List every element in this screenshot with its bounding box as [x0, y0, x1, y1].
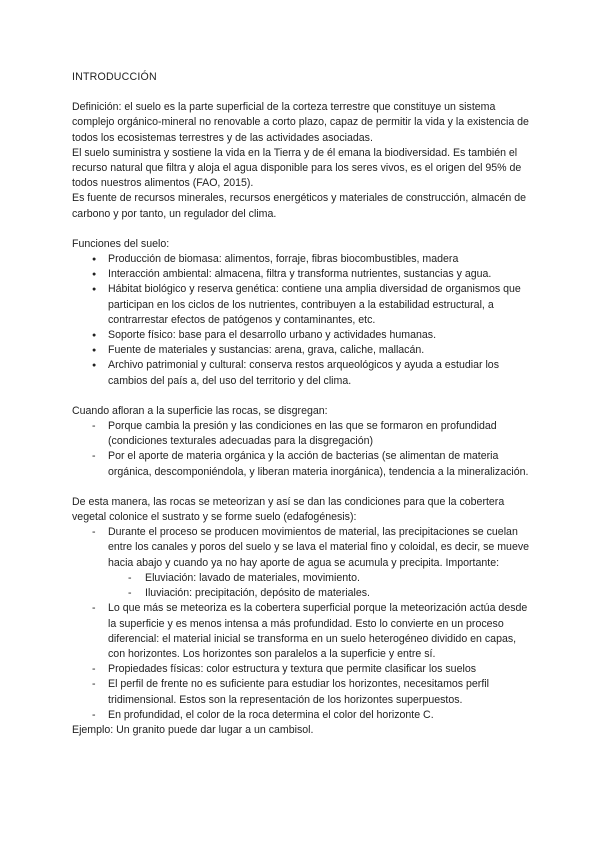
list-item: ● Soporte físico: base para el desarrollo urbano y actividades humanas. [72, 328, 532, 343]
list-item: - En profundidad, el color de la roca determina el color del horizonte C. [72, 708, 532, 723]
list-item: - Durante el proceso se producen movimientos de material, las precipitaciones se cuelan entre los canales y poros del suelo y se lava el material fino y coloidal, es decir, se mueve hacia abajo y cuando ya no hay aporte de agua se acumula y precipita. Importante: [72, 525, 532, 571]
weathering-heading: De esta manera, las rocas se meteorizan y así se dan las condiciones para que la cobertera vegetal colonice el sustrato y se forme suelo (edafogénesis): [72, 495, 505, 524]
functions-list [72, 252, 532, 389]
list-item: ● Hábitat biológico y reserva genética: contiene una amplia diversidad de organismos que participan en los ciclos de los nutrientes, contribuyen a la estabilidad estructural, a contrarrestar efectos de patógenos y contaminantes, etc. [72, 282, 532, 328]
definition-paragraph: Definición: el suelo es la parte superficial de la corteza terrestre que constituye un sistema complejo orgánico-mineral no renovable a corto plazo, capaz de permitir la vida y la existencia de todos los ecosistemas terrestres y de las actividades asociadas. [72, 101, 529, 144]
example-line: Ejemplo: Un granito puede dar lugar a un cambisol. [72, 723, 314, 736]
section-title: INTRODUCCIÓN [72, 71, 157, 83]
list-item: - El perfil de frente no es suficiente para estudiar los horizontes, necesitamos perfil tridimensional. Estos son la representación de los horizontes superpuestos. [72, 677, 532, 707]
weathering-list-continued [72, 601, 532, 723]
weathering-list [72, 525, 532, 571]
rocks-heading: Cuando afloran a la superficie las rocas, se disgregan: [72, 404, 328, 417]
sub-list-item: - Iluviación: precipitación, depósito de materiales. [72, 586, 532, 601]
list-item: - Lo que más se meteoriza es la cobertera superficial porque la meteorización actúa desde la superficie y es menos intensa a más profundidad. Esto lo convierte en un proceso diferencial: el material inicial se transforma en un suelo heterogéneo dividido en capas, con horizontes. Los horizontes son paralelos a la superficie y entre sí. [72, 601, 532, 662]
document-body [72, 70, 532, 738]
list-item: - Porque cambia la presión y las condiciones en las que se formaron en profundidad (condiciones texturales adecuadas para la disgregación) [72, 419, 532, 449]
list-item: - Por el aporte de materia orgánica y la acción de bacterias (se alimentan de materia orgánica, descomponiéndola, y liberan materia inorgánica), tendencia a la mineralización. [72, 449, 532, 479]
rocks-list [72, 419, 532, 480]
weathering-sublist [72, 571, 532, 601]
life-paragraph: El suelo suministra y sostiene la vida en la Tierra y de él emana la biodiversidad. Es también el recurso natural que filtra y aloja el agua disponible para los seres vivos, es el origen del 95% de todos nuestros alimentos (FAO, 2015). [72, 146, 522, 190]
list-item: - Propiedades físicas: color estructura y textura que permite clasificar los suelos [72, 662, 532, 677]
functions-heading: Funciones del suelo: [72, 237, 170, 250]
list-item: ● Interacción ambiental: almacena, filtra y transforma nutrientes, sustancias y agua. [72, 267, 532, 282]
list-item: ● Fuente de materiales y sustancias: arena, grava, caliche, mallacán. [72, 343, 532, 358]
resources-paragraph: Es fuente de recursos minerales, recursos energéticos y materiales de construcción, almacén de carbono y por tanto, un regulador del clima. [72, 192, 526, 220]
sub-list-item: - Eluviación: lavado de materiales, movimiento. [72, 571, 532, 586]
list-item: ● Archivo patrimonial y cultural: conserva restos arqueológicos y ayuda a estudiar los cambios del país a, del uso del territorio y del clima. [72, 358, 532, 388]
list-item: ● Producción de biomasa: alimentos, forraje, fibras biocombustibles, madera [72, 252, 532, 267]
